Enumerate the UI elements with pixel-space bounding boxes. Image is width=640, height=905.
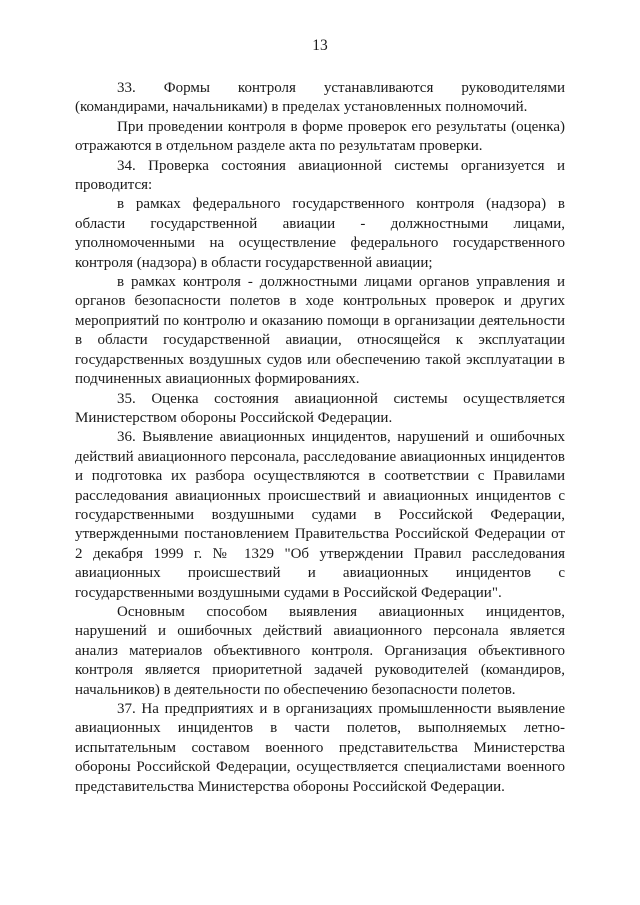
document-body (75, 79, 565, 797)
paragraph-34: 34. Проверка состояния авиационной системы организуется и проводится: (75, 157, 565, 194)
paragraph-35: 35. Оценка состояния авиационной системы осуществляется Министерством обороны Российской Федерации. (75, 390, 565, 426)
paragraph-36-objective-control: Основным способом выявления авиационных инцидентов, нарушений и ошибочных действий авиационного персонала является анализ материалов объективного контроля. Организация объективного контроля является приоритетной задачей руководителей (командиров, начальников) в деятельности по обеспечению безопасности полетов. (75, 603, 565, 698)
paragraph-34-internal-control: в рамках контроля - должностными лицами органов управления и органов безопасности полетов в ходе контрольных проверок и других мероприятий по контролю и оказанию помощи в организации деятельности в области государственной авиации, относящейся к эксплуатации государственных воздушных судов или обеспечению такой эксплуатации в подчиненных авиационных формированиях. (75, 274, 565, 388)
page-number: 13 (312, 37, 328, 54)
paragraph-33: 33. Формы контроля устанавливаются руководителями (командирами, начальниками) в пределах установленных полномочий. (75, 80, 565, 116)
paragraph-34-federal-control: в рамках федерального государственного контроля (надзора) в области государственной авиации - должностными лицами, уполномоченными на осуществление федерального государственного контроля (надзора) в области государственной авиации; (75, 196, 565, 271)
paragraph-36: 36. Выявление авиационных инцидентов, нарушений и ошибочных действий авиационного персонала, расследование авиационных инцидентов и подготовка их разбора осуществляются в соответствии с Правилами расследования авиационных происшествий и авиационных инцидентов с государственными воздушными судами в Российской Федерации, утвержденными постановлением Правительства Российской Федерации от 2 декабря 1999 г. № 1329 "Об утверждении Правил расследования авиационных происшествий и авиационных инцидентов с государственными воздушными судами в Российской Федерации". (75, 429, 565, 601)
paragraph-33-inspection-results: При проведении контроля в форме проверок его результаты (оценка) отражаются в отдельном разделе акта по результатам проверки. (75, 118, 565, 155)
paragraph-37: 37. На предприятиях и в организациях промышленности выявление авиационных инцидентов в части полетов, выполняемых летно-испытательным составом военного представительства Министерства обороны Российской Федерации, осуществляется специалистами военного представительства Министерства обороны Российской Федерации. (75, 701, 565, 795)
